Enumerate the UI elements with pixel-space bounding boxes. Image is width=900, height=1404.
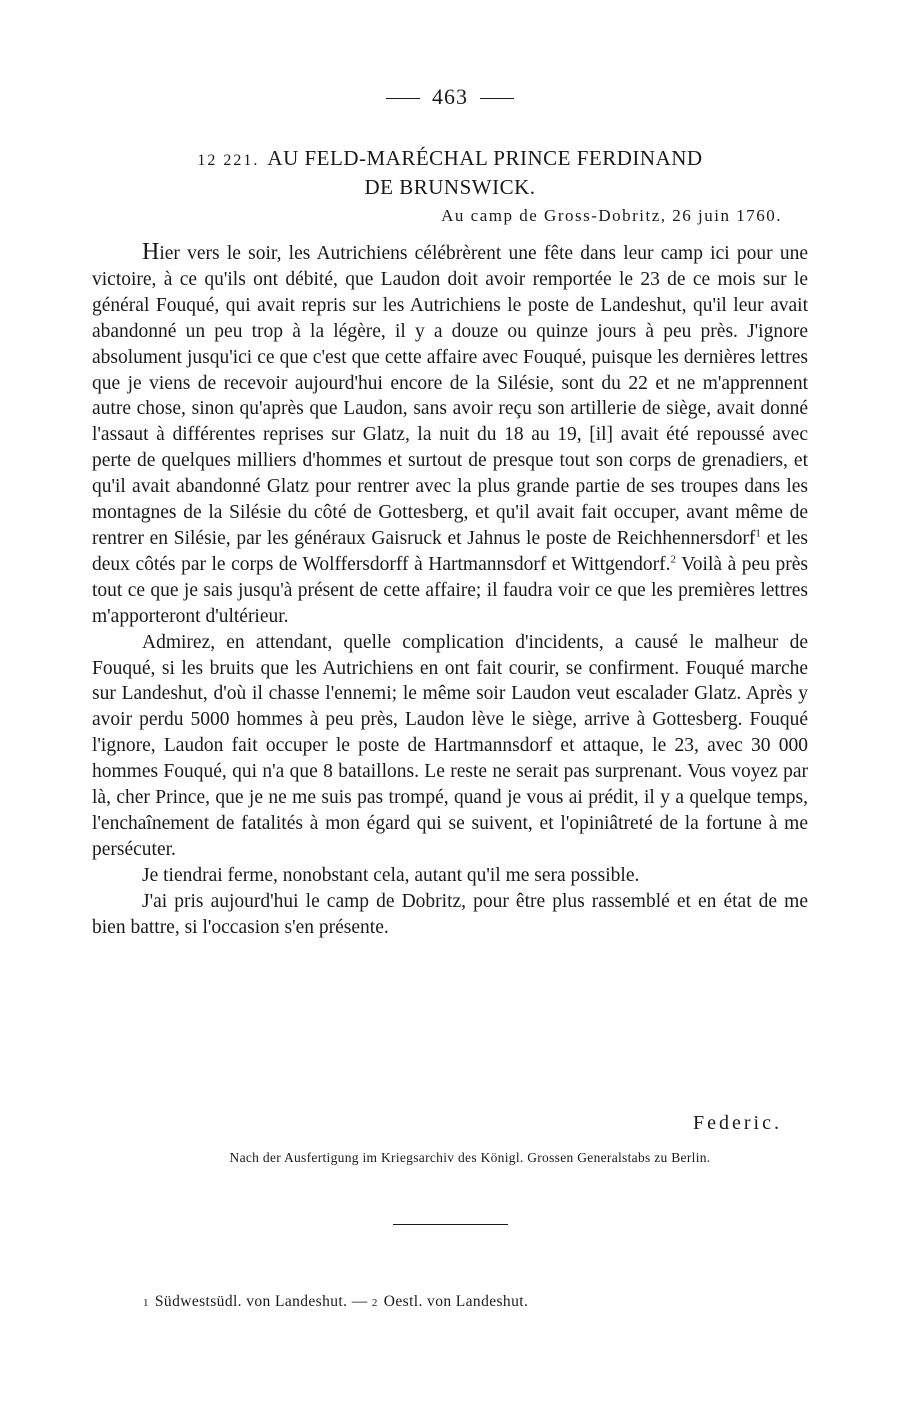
footnote-2-mark: 2 <box>371 1297 378 1309</box>
letter-heading <box>140 145 760 201</box>
dropcap: H <box>142 239 160 265</box>
letter-title-line2: DE BRUNSWICK. <box>364 175 536 199</box>
footnote-separator: — <box>351 1293 368 1310</box>
page-number-right-rule <box>480 98 514 99</box>
footnote-ref-2: 2 <box>670 553 677 566</box>
paragraph-1 <box>92 240 808 630</box>
signature: Federic. <box>693 1112 782 1134</box>
page-number-line <box>0 84 900 110</box>
footnote-ref-1: 1 <box>755 527 761 540</box>
letter-number: 12 221. <box>197 152 260 169</box>
footnote-1-text: Südwestsüdl. von Landeshut. <box>154 1293 348 1310</box>
paragraph-4: J'ai pris aujourd'hui le camp de Dobritz, pour être plus rassemblé et en état de me bien battre, si l'occasion s'en présente. <box>92 890 808 938</box>
paragraph-2: Admirez, en attendant, quelle complication d'incidents, a causé le malheur de Fouqué, si les bruits que les Autrichiens en ont fait courir, se confirment. Fouqué marche sur Landeshut, d'où il chasse l'ennemi; le même soir Laudon veut escalader Glatz. Après y avoir perdu 5000 hommes à peu près, Laudon lève le siège, arrive à Gottesberg. Fouqué l'ignore, Laudon fait occuper le poste de Hartmannsdorf et attaque, le 23, avec 30 000 hommes Fouqué, qui n'a que 8 bataillons. Le reste ne serait pas surprenant. Vous voyez par là, cher Prince, que je ne me suis pas trompé, quand je vous ai prédit, il y a quelque temps, l'enchaînement de fatalités à mon égard qui se suivent, et l'opiniâtreté de la fortune à me persécuter. <box>92 631 808 860</box>
paragraph-1-text-a: ier vers le soir, les Autrichiens célébrèrent une fête dans leur camp ici pour une victoire, à ce qu'ils ont débité, que Laudon doit avoir remportée le 23 de ce mois sur le général Fouqué, qui avait repris sur les Autrichiens le poste de Landeshut, qu'il leur avait abandonné un peu trop à la légère, il y a douze ou quinze jours à peu près. J'ignore absolument jusqu'ici ce que c'est que cette affaire avec Fouqué, puisque les dernières lettres que je viens de recevoir aujourd'hui encore de la Silésie, sont du 22 et ne m'apprennent autre chose, sinon qu'après que Laudon, sans avoir reçu son artillerie de siège, avait donné l'assaut à différentes reprises sur Glatz, la nuit du 18 au 19, [il] avait été repoussé avec perte de quelques milliers d'hommes et surtout de presque tout son corps de grenadiers, et qu'il avait abandonné Glatz pour rentrer avec la plus grande partie de ses troupes dans les montagnes de la Silésie du côté de Gottesberg, et qu'il avait fait occuper, avant même de rentrer en Silésie, par les généraux Gaisruck et Jahnus le poste de Reichhennersdorf <box>92 243 808 549</box>
source-note: Nach der Ausfertigung im Kriegsarchiv des Königl. Grossen Generalstabs zu Berlin. <box>229 1150 711 1165</box>
footnote-2-text: Oestl. von Landeshut. <box>383 1293 529 1310</box>
footnote-separator-rule <box>393 1224 508 1225</box>
paragraph-1-text-c: Voilà à peu près tout ce que je sais jusqu'à présent de cette affaire; il faudra voir ce que les premières lettres m'apporteront d'ultérieur. <box>92 553 808 627</box>
footnotes <box>143 1293 528 1311</box>
letter-heading-line1 <box>140 145 760 174</box>
paragraph-1-text-b: et les deux côtés par le corps de Wolffersdorff à Hartmannsdorf et Wittgendorf. <box>92 527 808 575</box>
page-number: 463 <box>432 84 468 109</box>
page-number-left-rule <box>386 98 420 99</box>
letter-title-line1: AU FELD-MARÉCHAL PRINCE FERDINAND <box>267 146 703 170</box>
paragraph-3: Je tiendrai ferme, nonobstant cela, autant qu'il me sera possible. <box>142 864 640 886</box>
footnote-1-mark: 1 <box>143 1297 149 1309</box>
letter-body <box>92 240 808 940</box>
place-date: Au camp de Gross-Dobritz, 26 juin 1760. <box>441 206 782 225</box>
